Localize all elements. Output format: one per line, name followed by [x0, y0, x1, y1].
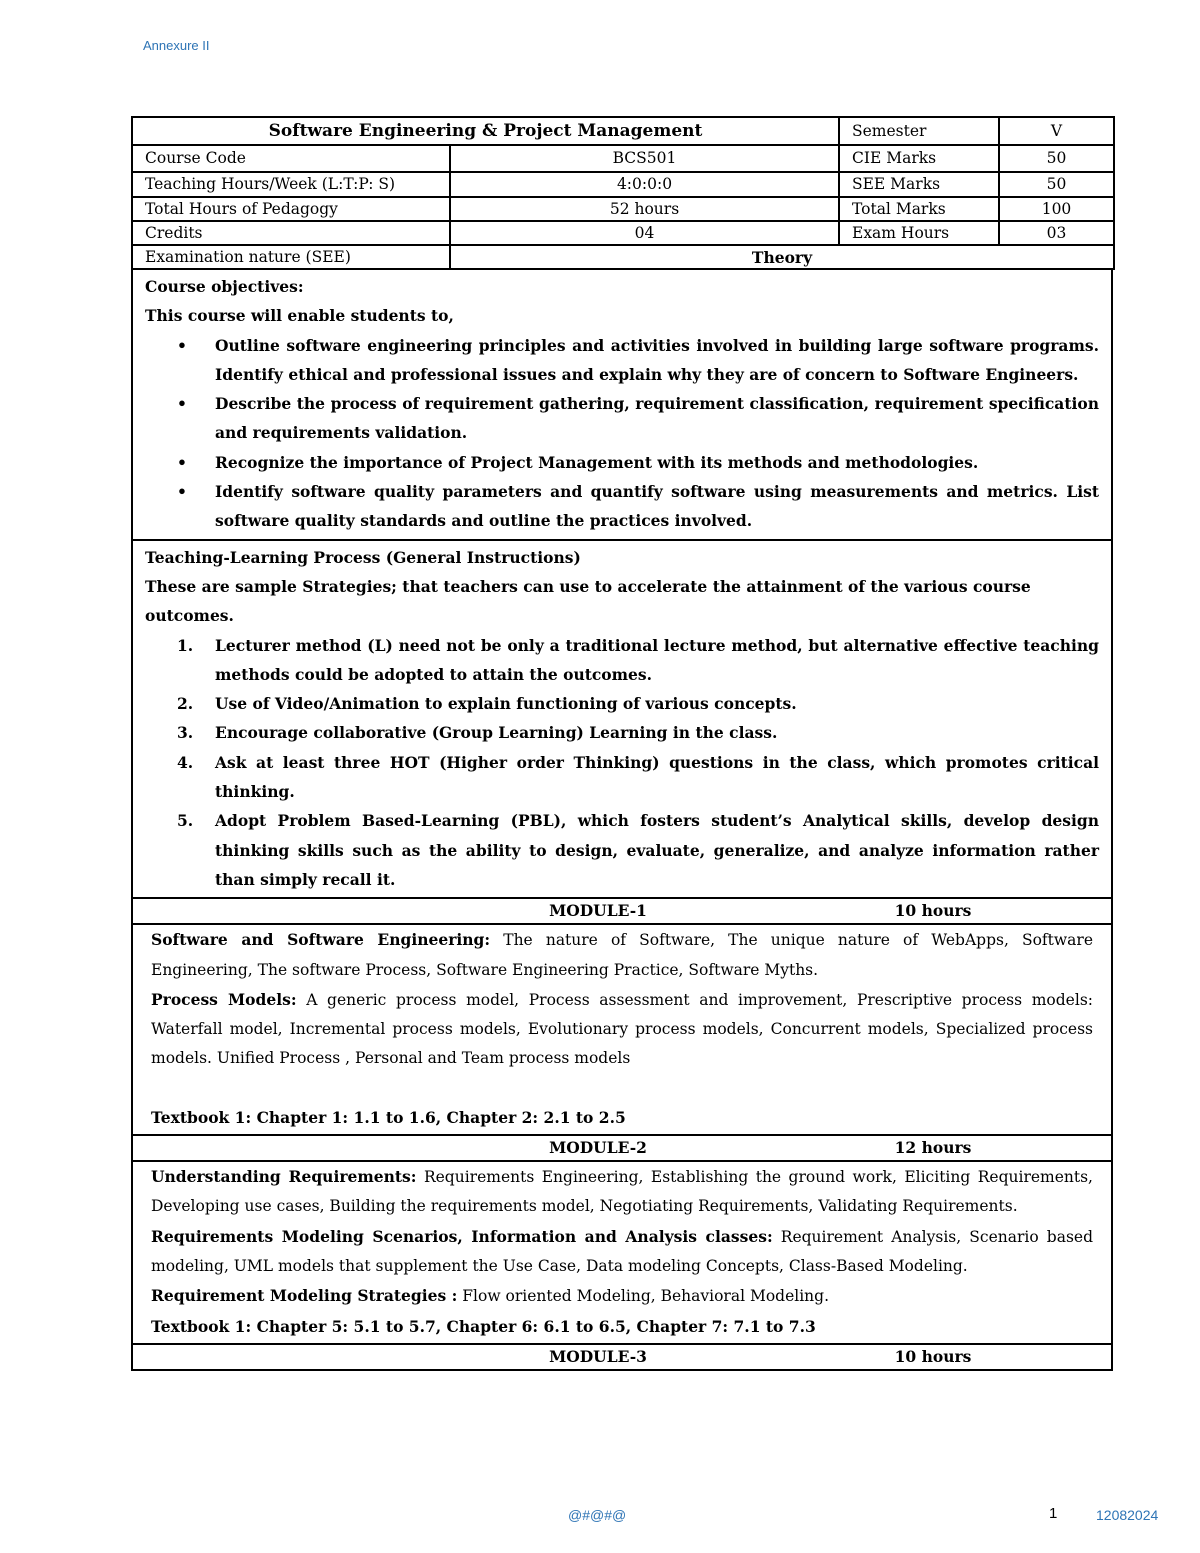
credits-label: Credits: [132, 221, 450, 245]
table-row: [132, 172, 1114, 197]
pedagogy-hours-value: 52 hours: [450, 197, 839, 221]
module-1-title: MODULE-1: [549, 901, 647, 921]
topic-heading: Requirement Modeling Strategies :: [151, 1286, 458, 1306]
list-number: 1.: [177, 635, 194, 655]
topic-heading: Requirements Modeling Scenarios, Information and Analysis classes:: [151, 1226, 773, 1246]
semester-value: V: [999, 117, 1114, 145]
objective-text: Identify software quality parameters and quantify software using measurements and metrics. List software quality standards and outline the practices involved.: [215, 482, 1099, 531]
pedagogy-hours-label: Total Hours of Pedagogy: [132, 197, 450, 221]
course-title: Software Engineering & Project Management: [132, 117, 839, 145]
topic-text: The nature of Software, The unique nature of WebApps, Software Engineering, The software Process, Software Engineering Practice, Software Myths.: [151, 931, 1093, 979]
list-item: [145, 806, 1099, 894]
table-row: [132, 145, 1114, 172]
see-marks-label: SEE Marks: [839, 172, 999, 197]
exam-hours-value: 03: [999, 221, 1114, 245]
module-2-paragraph: [151, 1222, 1093, 1282]
bullet-icon: •: [177, 394, 187, 414]
semester-label: Semester: [839, 117, 999, 145]
list-number: 5.: [177, 811, 194, 831]
course-code-value: BCS501: [450, 145, 839, 172]
see-marks-value: 50: [999, 172, 1114, 197]
strategy-text: Ask at least three HOT (Higher order Thinking) questions in the class, which promotes critical thinking.: [215, 752, 1099, 802]
topic-heading: Process Models:: [151, 989, 297, 1009]
annexure-label: Annexure II: [143, 38, 210, 53]
module-3-hours: 10 hours: [894, 1346, 972, 1366]
strategy-text: Adopt Problem Based-Learning (PBL), which fosters student’s Analytical skills, develop design thinking skills such as the ability to design, evaluate, generalize, and analyze information rather than simply recall it.: [215, 811, 1099, 889]
teaching-learning-section: [131, 541, 1113, 900]
bullet-icon: •: [177, 335, 187, 355]
list-number: 2.: [177, 694, 194, 714]
module-2-title: MODULE-2: [549, 1138, 647, 1158]
module-2-paragraph: [151, 1281, 1093, 1311]
footer-date: 12082024: [1096, 1507, 1159, 1523]
topic-text: Requirement Analysis, Scenario based modeling, UML models that supplement the Use Case, Data modeling Concepts, Class-Based Modeling.: [151, 1227, 1094, 1275]
module-2-textbook: Textbook 1: Chapter 5: 5.1 to 5.7, Chapter 6: 6.1 to 6.5, Chapter 7: 7.1 to 7.3: [151, 1316, 816, 1336]
topic-text: A generic process model, Process assessment and improvement, Prescriptive process models: Waterfall model, Incremental process models, Evolutionary process models, Concurrent models, Specialized process models. Unified Process , Personal and Team process models: [151, 990, 1093, 1068]
table-row: [132, 197, 1114, 221]
teaching-learning-intro: These are sample Strategies; that teachers can use to accelerate the attainment of the various course outcomes.: [145, 576, 1031, 626]
strategy-text: Encourage collaborative (Group Learning) Learning in the class.: [215, 723, 778, 743]
course-objectives-section: [131, 270, 1113, 541]
table-row: [132, 221, 1114, 245]
topic-heading: Understanding Requirements:: [151, 1167, 417, 1187]
list-item: [145, 477, 1099, 536]
course-info-table: [131, 116, 1115, 270]
module-3-header: [131, 1345, 1113, 1371]
bullet-icon: •: [177, 482, 187, 502]
total-marks-label: Total Marks: [839, 197, 999, 221]
list-number: 3.: [177, 723, 194, 743]
list-item: [145, 718, 1099, 747]
course-objectives-heading: Course objectives:: [145, 277, 304, 296]
module-1-textbook: Textbook 1: Chapter 1: 1.1 to 1.6, Chapter 2: 2.1 to 2.5: [151, 1107, 626, 1127]
objective-text: Describe the process of requirement gathering, requirement classification, requirement specification and requirements validation.: [215, 394, 1099, 443]
module-1-hours: 10 hours: [894, 901, 972, 921]
exam-nature-value: Theory: [450, 245, 1114, 269]
teaching-hours-label: Teaching Hours/Week (L:T:P: S): [132, 172, 450, 197]
module-2-paragraph: [151, 1162, 1093, 1222]
footer-center-mark: @#@#@: [568, 1507, 627, 1523]
strategy-text: Lecturer method (L) need not be only a traditional lecture method, but alternative effective teaching methods could be adopted to attain the outcomes.: [215, 635, 1099, 684]
course-objectives-list: [145, 331, 1099, 536]
teaching-strategies-list: [145, 631, 1099, 895]
course-title-row: [132, 117, 1114, 145]
module-3-title: MODULE-3: [549, 1346, 647, 1366]
topic-heading: Software and Software Engineering:: [151, 930, 491, 950]
teaching-learning-heading: Teaching-Learning Process (General Instructions): [145, 547, 581, 567]
total-marks-value: 100: [999, 197, 1114, 221]
list-item: [145, 748, 1099, 807]
page-number: 1: [1049, 1505, 1058, 1522]
course-code-label: Course Code: [132, 145, 450, 172]
list-item: [145, 631, 1099, 690]
table-row: [132, 245, 1114, 269]
topic-text: Requirements Engineering, Establishing the ground work, Eliciting Requirements, Developing use cases, Building the requirements model, Negotiating Requirements, Validating Requirements.: [151, 1168, 1093, 1216]
credits-value: 04: [450, 221, 839, 245]
list-item: [145, 448, 1099, 477]
exam-hours-label: Exam Hours: [839, 221, 999, 245]
strategy-text: Use of Video/Animation to explain functioning of various concepts.: [215, 694, 797, 714]
teaching-hours-value: 4:0:0:0: [450, 172, 839, 197]
list-item: [145, 689, 1099, 718]
module-2-header: [131, 1136, 1113, 1162]
module-1-header: [131, 899, 1113, 925]
exam-nature-label: Examination nature (SEE): [132, 245, 450, 269]
module-2-content: [131, 1162, 1113, 1345]
topic-text: Flow oriented Modeling, Behavioral Modeling.: [457, 1287, 830, 1306]
bullet-icon: •: [177, 452, 187, 472]
list-item: [145, 389, 1099, 448]
objective-text: Recognize the importance of Project Management with its methods and methodologies.: [215, 452, 979, 472]
module-1-content: [131, 925, 1113, 1136]
spacer: [151, 1074, 1093, 1103]
cie-marks-value: 50: [999, 145, 1114, 172]
list-number: 4.: [177, 752, 194, 772]
module-2-hours: 12 hours: [894, 1138, 972, 1158]
objective-text: Outline software engineering principles and activities involved in building large software programs. Identify ethical and professional issues and explain why they are of concern to Software Engineers.: [215, 335, 1099, 384]
syllabus-document: [131, 116, 1113, 1371]
list-item: [145, 331, 1099, 390]
module-1-paragraph: [151, 925, 1093, 985]
course-objectives-intro: This course will enable students to,: [145, 306, 454, 326]
cie-marks-label: CIE Marks: [839, 145, 999, 172]
module-1-paragraph: [151, 985, 1093, 1074]
